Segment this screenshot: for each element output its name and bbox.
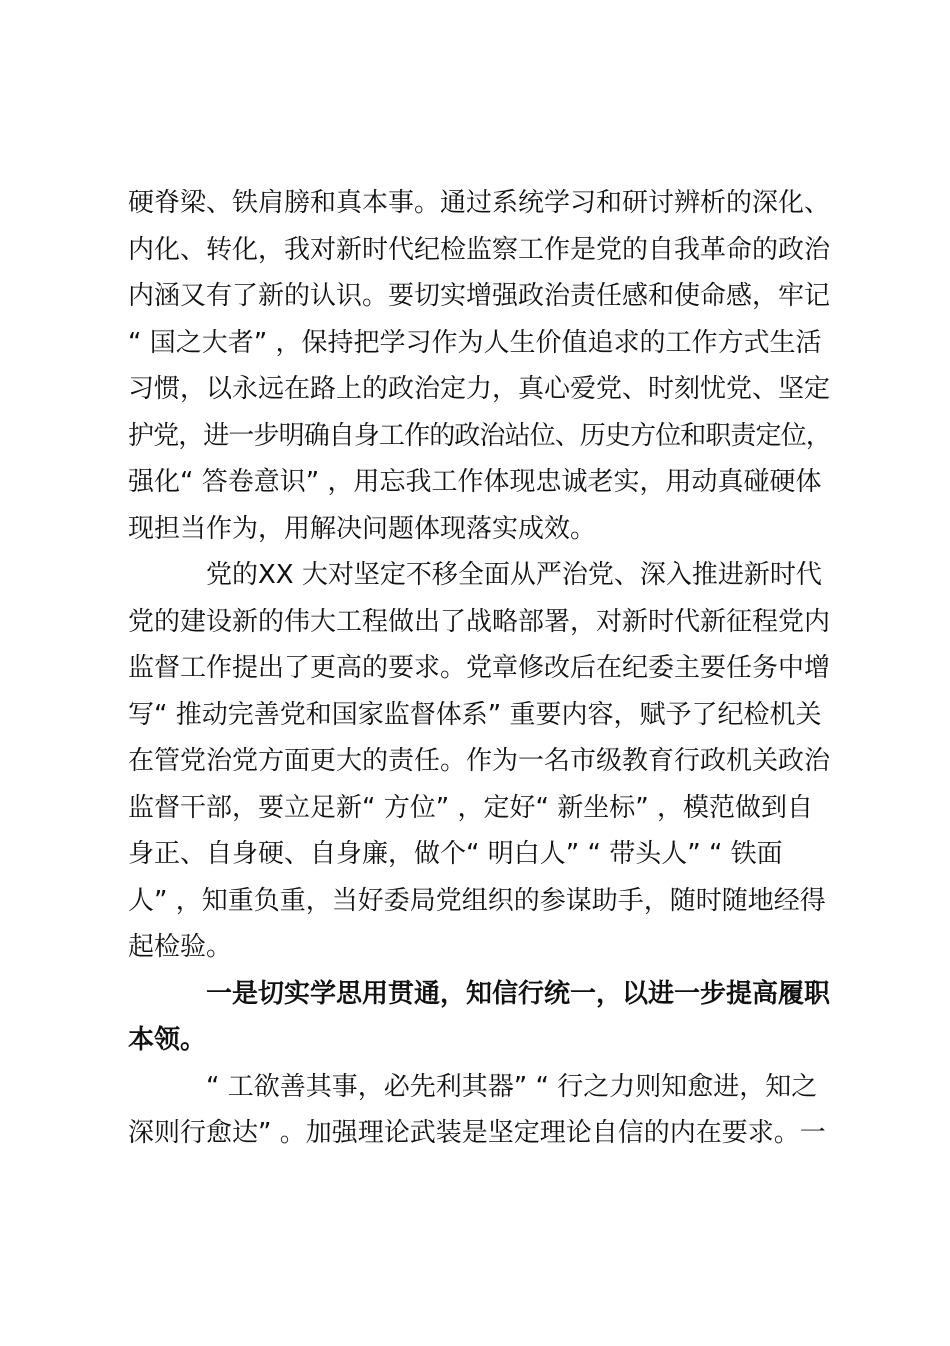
body-line: 党的XX 大对坚定不移全面从严治党、深入推进新时代: [206, 560, 822, 590]
body-line: 强化“ 答卷意识” ，用忘我工作体现忠诚老实，用动真碰硬体: [128, 467, 822, 497]
body-line: 身正、自身硬、自身廉，做个“ 明白人” “ 带头人” “ 铁面: [128, 839, 783, 869]
body-line: 监督干部，要立足新“ 方位” ，定好“ 新坐标” ，模范做到自: [128, 792, 813, 823]
body-line: 起检验。: [128, 932, 233, 962]
body-line: 护党，进一步明确自身工作的政治站位、历史方位和职责定位，: [128, 420, 831, 451]
body-line: 现担当作为，用解决问题体现落实成效。: [128, 513, 597, 544]
body-line: 习惯，以永远在路上的政治定力，真心爱党、时刻忧党、坚定: [128, 374, 831, 404]
body-line: 硬脊梁、铁肩膀和真本事。通过系统学习和研讨辨析的深化、: [128, 188, 831, 218]
body-line: 内涵又有了新的认识。要切实增强政治责任感和使命感，牢记: [128, 281, 831, 311]
body-line: 监督工作提出了更高的要求。党章修改后在纪委主要任务中增: [128, 653, 831, 683]
heading-line: 本领。: [128, 1025, 207, 1055]
document-body: [128, 180, 832, 1157]
body-line: 在管党治党方面更大的责任。作为一名市级教育行政机关政治: [128, 746, 831, 776]
body-line: 党的建设新的伟大工程做出了战略部署，对新时代新征程党内: [128, 606, 831, 637]
body-line: “ 国之大者” ，保持把学习作为人生价值追求的工作方式生活: [128, 327, 822, 358]
body-line: 写“ 推动完善党和国家监督体系” 重要内容，赋予了纪检机关: [128, 699, 822, 730]
heading-line: 一是切实学思用贯通，知信行统一，以进一步提高履职: [206, 978, 831, 1009]
body-line: 人” ，知重负重，当好委局党组织的参谋助手，随时随地经得: [128, 885, 826, 916]
body-line: 深则行愈达” 。加强理论武装是坚定理论自信的内在要求。一: [128, 1118, 826, 1148]
body-line: “ 工欲善其事，必先利其器” “ 行之力则知愈进，知之: [206, 1071, 818, 1102]
body-line: 内化、转化，我对新时代纪检监察工作是党的自我革命的政治: [128, 234, 831, 265]
